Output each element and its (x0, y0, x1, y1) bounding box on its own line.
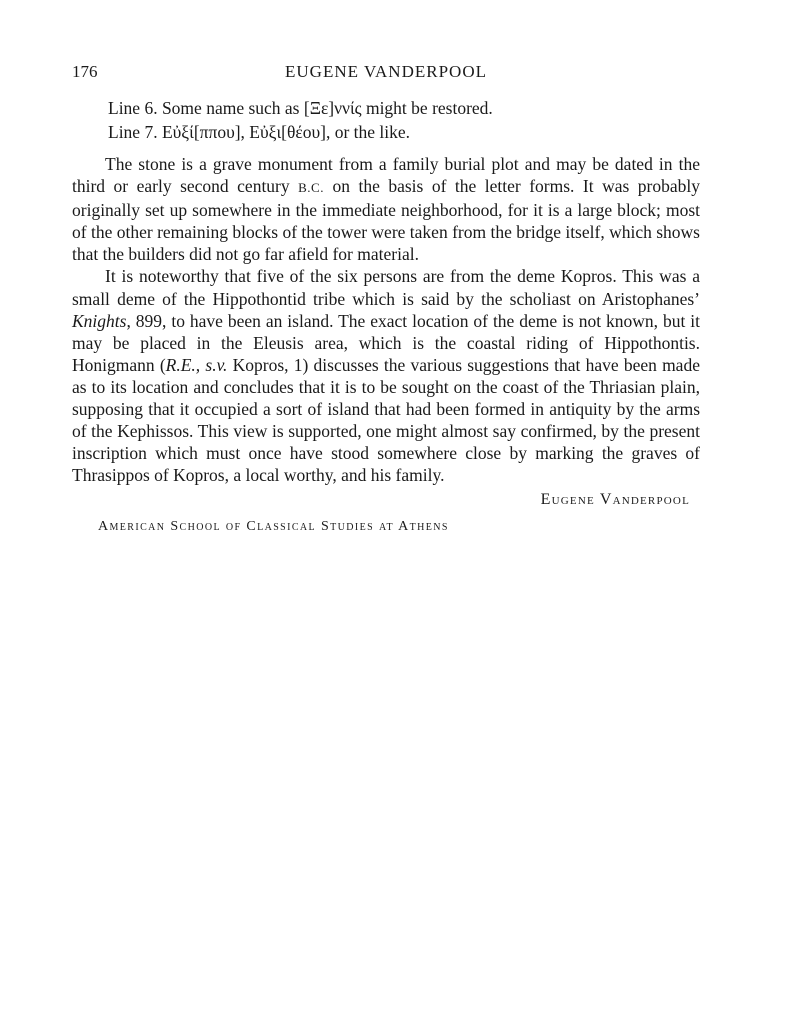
page-number: 176 (72, 62, 98, 81)
text-run: Kopros, 1) discusses the various suggestions that have been made as to its location and concludes that it is to be sought on the coast of the Thriasian plain, supposing that it occupied a sort of island that had been formed in antiquity by the arms of the Kephissos. This view is supported, one might almost say confirmed, by the present inscription which must once have stood somewhere close by marking the graves of Thrasippos of Kopros, a local worthy, and his family. (72, 354, 700, 486)
paragraph (72, 153, 700, 265)
note-label: Line 6. (108, 98, 158, 118)
author-signature: Eugene Vanderpool (540, 491, 690, 508)
note-text: Some name such as [Ξε]ννίς might be restored. (161, 98, 493, 118)
note-label: Line 7. (108, 122, 158, 142)
text-run: on the basis of the letter forms. It was probably originally set up somewhere in the immediate neighborhood, for it is a large block; most of the other remaining blocks of the tower were taken from the bridge itself, which shows that the builders did not go far afield for material. (72, 176, 700, 265)
line-notes (108, 96, 688, 144)
running-head: EUGENE VANDERPOOL (285, 62, 487, 81)
small-caps-run: B.C. (298, 180, 324, 196)
paragraph (72, 265, 700, 486)
note-line-7 (108, 120, 688, 144)
text-run: It is noteworthy that five of the six persons are from the deme Kopros. This was a small deme of the Hippothontid tribe which is said by the scholiast on Aristophanes’ (72, 266, 700, 309)
note-line-6 (108, 96, 688, 120)
body-text (72, 153, 700, 486)
author-affiliation: American School of Classical Studies at Athens (98, 519, 449, 534)
text-run: , 899, to have been an island. The exact location of the deme is not known, but it may be placed in the Eleusis area, which is the coastal riding of Hippothontis. Honigmann ( (72, 310, 700, 375)
note-text: Εὐξί[ππου], Εὐξι[θέου], or the like. (161, 122, 411, 142)
italic-run: R.E., s.v. (165, 354, 228, 375)
text-run: The stone is a grave monument from a family burial plot and may be dated in the third or early second century (72, 154, 700, 197)
italic-run: Knights (72, 310, 127, 331)
page-header (72, 62, 700, 86)
